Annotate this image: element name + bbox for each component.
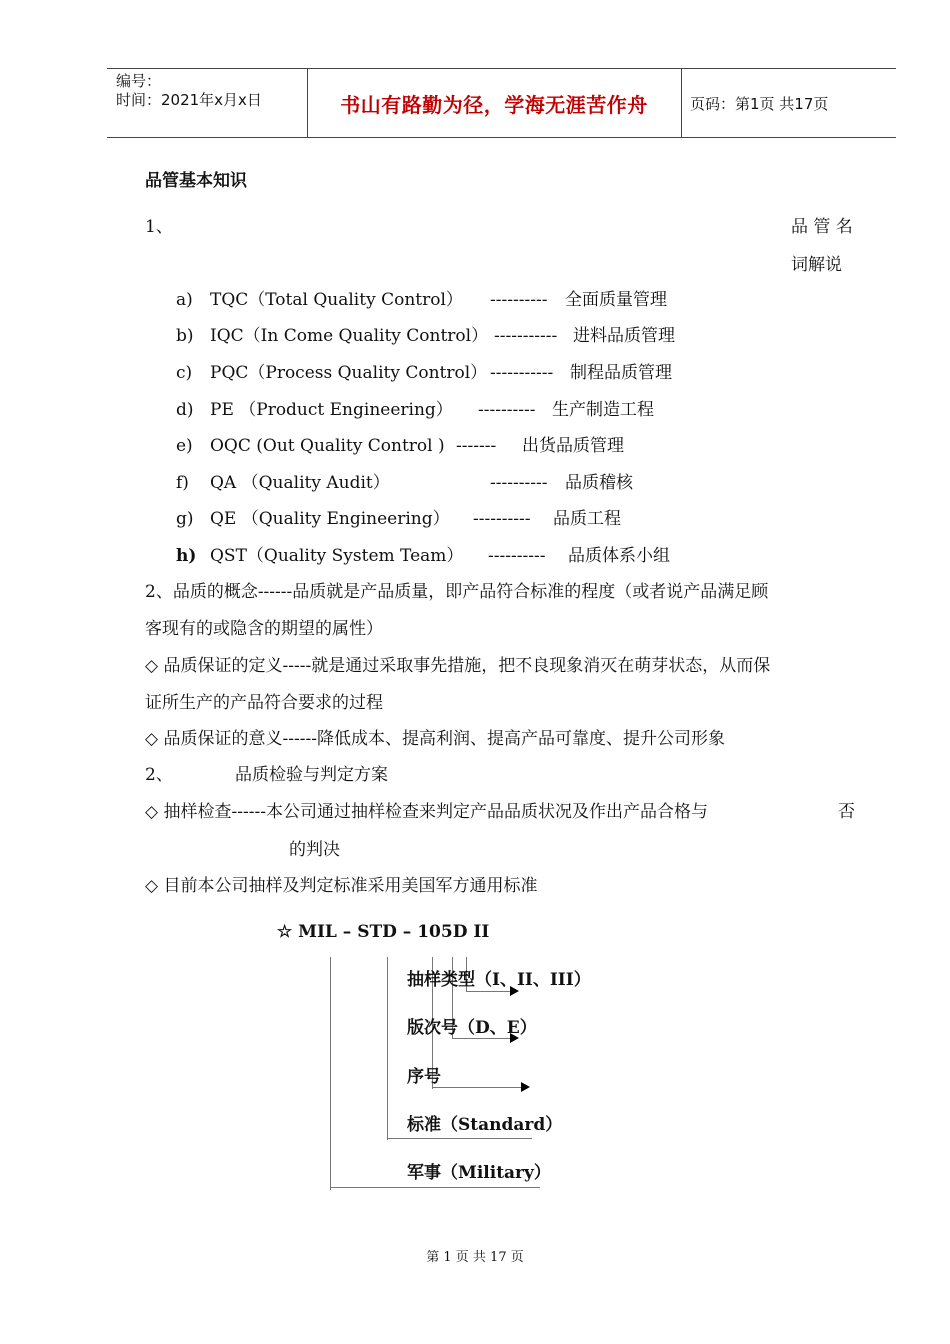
section-number: 2、 [145,765,173,785]
paragraph-sampling: 的判决 [289,840,340,860]
connector-line [387,957,388,1140]
term-chinese: 品质工程 [553,509,621,529]
term-chinese: 生产制造工程 [552,400,654,420]
term-dash: ------- [456,436,497,456]
diagram-label-serial: 序号 [407,1067,441,1087]
paragraph-quality-concept: 2、品质的概念------品质就是产品质量，即产品符合标准的程度（或者说产品满足顾 [145,582,769,602]
standard-code: ☆ MIL – STD – 105D II [277,922,490,942]
term-dash: ----------- [490,363,554,383]
term-english: TQC（Total Quality Control） [210,290,463,310]
term-label: h) [176,546,197,566]
term-english: QST（Quality System Team） [210,546,464,566]
term-chinese: 品质稽核 [565,473,633,493]
term-chinese: 制程品质管理 [570,363,672,383]
term-dash: ---------- [488,546,546,566]
connector-line [330,1187,540,1188]
paragraph-sampling-end: 否 [838,802,855,822]
term-label: f) [176,473,189,493]
connector-line [432,1087,522,1088]
paragraph-qa-definition: 证所生产的产品符合要求的过程 [145,693,383,713]
term-chinese: 出货品质管理 [522,436,624,456]
term-english: PQC（Process Quality Control） [210,363,488,383]
term-label: e) [176,436,193,456]
term-english: QA （Quality Audit） [210,473,390,493]
paragraph-qa-definition: ◇ 品质保证的定义-----就是通过采取事先措施，把不良现象消灭在萌芽状态，从而保 [145,656,771,676]
paragraph-qa-significance: ◇ 品质保证的意义------降低成本、提高利润、提高产品可靠度、提升公司形象 [145,729,725,749]
paragraph-sampling: ◇ 抽样检查------本公司通过抽样检查来判定产品品质状况及作出产品合格与 [145,802,708,822]
term-label: g) [176,509,194,529]
section-heading: 词解说 [791,255,842,275]
section-heading: 品质检验与判定方案 [235,765,388,785]
term-dash: ---------- [490,473,548,493]
term-dash: ----------- [494,326,558,346]
term-english: OQC (Out Quality Control ) [210,436,445,456]
term-chinese: 品质体系小组 [568,546,670,566]
paragraph-quality-concept: 客现有的或隐含的期望的属性） [145,619,383,639]
connector-line [387,1138,532,1139]
term-dash: ---------- [478,400,536,420]
header-page-number: 页码：第1页 共17页 [690,94,829,113]
term-english: QE （Quality Engineering） [210,509,450,529]
term-english: IQC（In Come Quality Control） [210,326,489,346]
term-label: a) [176,290,193,310]
arrow-icon [521,1082,530,1092]
serial-label: 编号： [116,72,162,90]
header-meta [116,72,262,110]
diagram-label-revision: 版次号（D、E） [407,1018,537,1038]
term-dash: ---------- [490,290,548,310]
page-header [107,68,896,138]
header-divider [681,69,682,137]
page-footer: 第 1 页 共 17 页 [426,1250,524,1265]
term-label: b) [176,326,194,346]
diagram-label-standard: 标准（Standard） [407,1115,563,1135]
term-label: d) [176,400,194,420]
term-label: c) [176,363,193,383]
paragraph-standard: ◇ 目前本公司抽样及判定标准采用美国军方通用标准 [145,876,538,896]
term-english: PE （Product Engineering） [210,400,453,420]
document-title: 品管基本知识 [145,171,247,191]
section-number: 1、 [145,217,173,237]
term-dash: ---------- [473,509,531,529]
term-chinese: 进料品质管理 [573,326,675,346]
diagram-label-sampling-type: 抽样类型（I、II、III） [407,970,591,990]
time-label: 时间：2021年x月x日 [116,91,262,109]
section-heading: 品 管 名 [791,217,853,237]
connector-line [330,957,331,1190]
connector-line [466,991,512,992]
header-motto: 书山有路勤为径，学海无涯苦作舟 [340,92,648,117]
diagram-label-military: 军事（Military） [407,1163,551,1183]
term-chinese: 全面质量管理 [565,290,667,310]
